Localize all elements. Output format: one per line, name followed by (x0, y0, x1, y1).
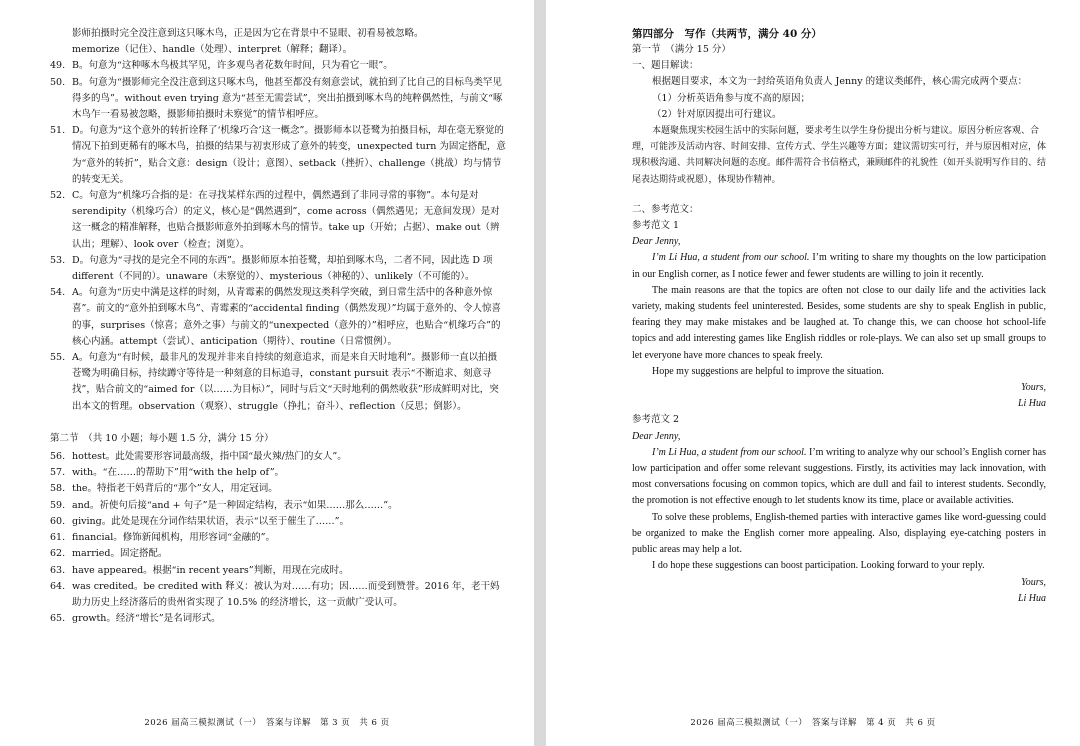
item-text: and。祈使句后接“and + 句子”是一种固定结构，表示“如果……那么……”。 (72, 499, 398, 511)
item-number: 57. (50, 467, 66, 479)
answer-item (50, 530, 506, 546)
item-number: 63. (50, 564, 66, 576)
item-number: 54. (50, 287, 66, 299)
item-number: 64. (50, 580, 66, 592)
answer-item (50, 123, 506, 188)
page-footer: 2026 届高三模拟测试（一） 答案与详解 第 4 页 共 6 页 (690, 718, 936, 728)
answer-item (50, 563, 506, 579)
intro-italic: I’m Li Hua, a student from our school. (652, 446, 807, 458)
analysis-point: （2）针对原因提出可行建议。 (652, 108, 782, 120)
item-number: 61. (50, 532, 66, 544)
intro-line: 影师拍摄时完全没注意到这只啄木鸟，正是因为它在背景中不显眼、初看易被忽略。 (72, 28, 424, 39)
item-text: was credited。be credited with 释义：被认为对……有功；因……而受到赞誉。2016 年，老干妈助力历史上经济落后的贵州省实现了 10.5% 的经济增长，这一贡献广受认可。 (72, 580, 500, 608)
analysis-heading: 一、题目解读： (632, 60, 699, 72)
item-text: have appeared。根据“in recent years”判断，用现在完成时。 (72, 564, 349, 576)
signature: Li Hua (1017, 592, 1046, 604)
closing: Yours, (1021, 576, 1046, 588)
sample-label: 参考范文 2 (632, 414, 680, 426)
signature: Li Hua (1017, 398, 1046, 410)
sample-paragraph: Hope my suggestions are helpful to improve the situation. (652, 365, 884, 377)
sample-paragraph: The main reasons are that the topics are often not close to our daily life and the activities lack variety, making students feel uninterested. Besides, some students are shy to speak English in public, fearing they may make mistakes and be laughed at. To change this, we can choose hot school-life topics and add interesting games like English riddles or role-plays. We can also set up small groups to let everyone have more chances to speak freely. (632, 284, 1046, 361)
item-number: 65. (50, 613, 66, 625)
item-number: 49. (50, 60, 66, 72)
item-text: C。句意为“机缘巧合指的是：在寻找某样东西的过程中，偶然遇到了非同寻常的事物”。本句是对 serendipity（机缘巧合）的定义，核心是“偶然遇到”，come across（偶然遇见；无意间发现）是对这一概念的精准解释，也贴合摄影师意外拍到啄木鸟的情节。take up（开始；占据）、make out（辨认出；理解）、look over（检查；浏览）。 (72, 190, 500, 250)
item-text: growth。经济“增长”是名词形式。 (72, 613, 221, 625)
section-header: 第二节 （共 10 小题；每小题 1.5 分，满分 15 分） (50, 432, 274, 444)
answer-item (50, 75, 506, 124)
answer-item (50, 611, 506, 627)
answer-item (50, 449, 506, 465)
item-text: hottest。此处需要形容词最高级，指中国“最火辣/热门的女人”。 (72, 451, 347, 463)
page-footer: 2026 届高三模拟测试（一） 答案与详解 第 3 页 共 6 页 (144, 718, 390, 728)
item-number: 50. (50, 76, 66, 88)
answer-item (50, 514, 506, 530)
answer-item (50, 253, 506, 285)
page-4 (546, 0, 1080, 746)
item-number: 53. (50, 254, 66, 266)
item-text: B。句意为“这种啄木鸟极其罕见，许多观鸟者花数年时间，只为看它一眼”。 (72, 60, 393, 72)
item-number: 59. (50, 499, 66, 511)
analysis-point: （1）分析英语角参与度不高的原因； (652, 92, 811, 104)
sample-paragraph (632, 250, 1046, 282)
page-3 (0, 0, 534, 746)
item-text: financial。修饰新闻机构，用形容词“金融的”。 (72, 532, 276, 544)
sample-heading: 二、参考范文： (632, 203, 699, 215)
item-number: 58. (50, 483, 66, 495)
item-text: D。句意为“寻找的是完全不同的东西”。摄影师原本拍苍鹭，却拍到啄木鸟，二者不同，因此选 D 项 different（不同的）。unaware（未察觉的）、mysterious（神秘的）、unlikely（不可能的）。 (72, 254, 493, 283)
section-header: 第一节 （满分 15 分） (632, 44, 731, 55)
item-text: the。特指老干妈背后的“那个”女人，用定冠词。 (72, 483, 278, 495)
greeting: Dear Jenny, (632, 430, 681, 442)
answer-item (50, 58, 506, 74)
item-text: married。固定搭配。 (72, 548, 168, 560)
item-text: with。“在……的帮助下”用“with the help of”。 (72, 467, 285, 479)
item-number: 55. (50, 352, 66, 364)
item-number: 56. (50, 451, 66, 463)
answer-item (50, 465, 506, 481)
answer-item (50, 579, 506, 611)
item-text: A。句意为“有时候，最非凡的发现并非来自持续的刻意追求，而是来自天时地利”。摄影师一直以拍摄苍鹭为明确目标，持续蹲守等待是一种刻意的目标追寻，constant pursuit 表示“不断追求、刻意寻找”，贴合前文的“aimed for（以……为目标）”，同时与后文“天时地利的偶然收获”形成鲜明对比，突出本文的哲理。observation（观察）、struggle（挣扎；奋斗）、reflection（反思；倒影）。 (72, 352, 499, 412)
closing: Yours, (1021, 382, 1046, 394)
item-number: 62. (50, 548, 66, 560)
answer-item (50, 546, 506, 562)
analysis-intro: 根据题目要求，本文为一封给英语角负责人 Jenny 的建议类邮件，核心需完成两个要点： (652, 76, 1028, 88)
intro-italic: I’m Li Hua, a student from our school. (652, 252, 810, 264)
sample-paragraph: To solve these problems, English-themed parties with interactive games like word-guessing could be organized to make the English corner more appealing. Also, displaying eye-catching posters in public areas may help a lot. (632, 511, 1046, 556)
intro-rest: I’m writing to share my thoughts on the low participation in our English corner, as I notice fewer and fewer students are willing to join it recently. (632, 252, 1046, 280)
item-number: 51. (50, 125, 66, 137)
item-text: B。句意为“摄影师完全没注意到这只啄木鸟，他甚至都没有刻意尝试，就拍到了比自己的目标鸟类罕见得多的鸟”。without even trying 意为“甚至无需尝试”，突出拍摄到啄木鸟的纯粹偶然性，与前文“啄木鸟乍一看易被忽略，摄影师拍摄时未察觉”的情节相呼应。 (72, 76, 503, 121)
answer-item (50, 498, 506, 514)
intro-line: memorize（记住）、handle（处理）、interpret（解释；翻译）。 (72, 44, 353, 56)
analysis-focus: 本题聚焦现实校园生活中的实际问题，要求考生以学生身份提出分析与建议。原因分析应客观、合理，可能涉及活动内容、时间安排、宣传方式、学生兴趣等方面；建议需切实可行，并与原因相对应，体现积极沟通、共同解决问题的态度。邮件需符合书信格式，兼顾邮件的礼貌性（如开头说明写作目的、结尾表达期待或祝愿），体现协作精神。 (632, 126, 1047, 185)
item-number: 52. (50, 190, 66, 202)
item-text: giving。此处是现在分词作结果状语，表示“以至于催生了……”。 (72, 515, 349, 527)
sample-paragraph: I do hope these suggestions can boost participation. Looking forward to your reply. (652, 560, 985, 572)
sample-paragraph (632, 445, 1046, 510)
part-title: 第四部分 写作（共两节，满分 40 分） (632, 28, 822, 40)
intro-rest: I’m writing to analyze why our school’s English corner has low participation and offer some relevant suggestions. Firstly, its activities may lack innovation, with most conversations focusing on common topics, which are dull and fail to interest students. Secondly, the promotion is not effective enough to let students know its time, place or available activities. (632, 446, 1047, 507)
item-text: A。句意为“历史中满是这样的时刻，从青霉素的偶然发现这类科学突破，到日常生活中的各种意外惊喜”。前文的“意外拍到啄木鸟”、青霉素的“accidental finding（偶然发现）”均属于意外的、令人惊喜的事，surprises（惊喜；意外之事）与前文的“unexpected（意外的）”相呼应，也贴合“机缘巧合”的核心内涵。attempt（尝试）、anticipation（期待）、routine（日常惯例）。 (72, 287, 502, 347)
sample-label: 参考范文 1 (632, 220, 680, 232)
answer-item (50, 188, 506, 253)
answer-item (50, 350, 506, 415)
answer-item (50, 481, 506, 497)
item-text: D。句意为“这个意外的转折诠释了‘机缘巧合’这一概念”。摄影师本以苍鹭为拍摄目标，却在毫无察觉的情况下拍到更稀有的啄木鸟，拍摄的结果与初衷形成了意外的转变，unexpected turn 为固定搭配，意为“意外的转折”，贴合文意：design（设计；意图）、setback（挫折）、challenge（挑战）均与情节的转变无关。 (72, 125, 506, 185)
greeting: Dear Jenny, (632, 236, 681, 248)
answer-item (50, 285, 506, 350)
item-number: 60. (50, 515, 66, 527)
